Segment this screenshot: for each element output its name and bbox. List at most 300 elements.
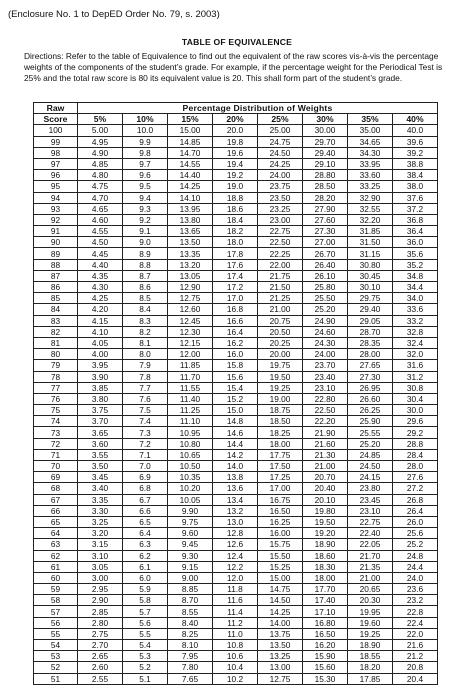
weight-value-cell: 16.80 [303,617,348,628]
weight-value-cell: 19.6 [213,147,258,158]
table-row [34,572,438,583]
weight-value-cell: 32.4 [393,337,438,348]
weight-value-cell: 7.80 [168,662,213,673]
weight-value-cell: 30.0 [393,405,438,416]
table-row [34,539,438,550]
weight-value-cell: 5.8 [123,595,168,606]
weight-value-cell: 24.60 [303,326,348,337]
weight-value-cell: 20.75 [258,315,303,326]
weight-value-cell: 8.55 [168,606,213,617]
weight-value-cell: 32.90 [348,192,393,203]
weight-value-cell: 6.5 [123,516,168,527]
weight-value-cell: 23.70 [303,360,348,371]
weight-value-cell: 15.2 [213,393,258,404]
weight-value-cell: 18.25 [258,427,303,438]
weight-value-cell: 14.4 [213,438,258,449]
weight-value-cell: 19.0 [213,181,258,192]
weight-value-cell: 13.2 [213,505,258,516]
weight-value-cell: 5.3 [123,651,168,662]
weight-value-cell: 34.30 [348,147,393,158]
weight-value-cell: 31.15 [348,248,393,259]
table-row [34,203,438,214]
table-row [34,584,438,595]
table-row [34,528,438,539]
weight-value-cell: 8.6 [123,282,168,293]
weight-value-cell: 28.20 [303,192,348,203]
raw-score-cell: 62 [34,550,78,561]
weight-value-cell: 27.60 [303,214,348,225]
raw-header-top: Raw [34,103,78,114]
weight-value-cell: 24.4 [393,561,438,572]
weight-value-cell: 17.0 [213,293,258,304]
weight-value-cell: 30.8 [393,382,438,393]
weight-value-cell: 18.2 [213,226,258,237]
table-row [34,181,438,192]
weight-value-cell: 12.8 [213,528,258,539]
table-row [34,662,438,673]
weight-value-cell: 26.70 [303,248,348,259]
weight-value-cell: 9.8 [123,147,168,158]
weight-value-cell: 15.00 [168,125,213,136]
weight-value-cell: 19.25 [348,628,393,639]
weight-value-cell: 21.60 [303,438,348,449]
weight-value-cell: 10.2 [213,673,258,684]
weight-value-cell: 13.80 [168,214,213,225]
weight-value-cell: 10.0 [123,125,168,136]
weight-value-cell: 29.10 [303,158,348,169]
table-row [34,595,438,606]
weight-value-cell: 38.0 [393,181,438,192]
weight-value-cell: 3.35 [78,494,123,505]
weight-value-cell: 28.0 [393,461,438,472]
weight-value-cell: 8.10 [168,640,213,651]
weight-value-cell: 18.90 [303,539,348,550]
weight-value-cell: 14.50 [258,595,303,606]
weight-value-cell: 29.6 [393,416,438,427]
weight-value-cell: 25.2 [393,539,438,550]
weight-value-cell: 32.55 [348,203,393,214]
weight-value-cell: 28.4 [393,449,438,460]
raw-score-cell: 97 [34,158,78,169]
weight-value-cell: 4.05 [78,337,123,348]
weight-value-cell: 10.05 [168,494,213,505]
weight-value-cell: 26.8 [393,494,438,505]
weight-value-cell: 11.4 [213,606,258,617]
weight-value-cell: 30.00 [303,125,348,136]
weight-value-cell: 26.40 [303,259,348,270]
weight-value-cell: 24.8 [393,550,438,561]
weight-value-cell: 24.00 [303,349,348,360]
raw-score-cell: 63 [34,539,78,550]
weight-value-cell: 17.25 [258,472,303,483]
weight-value-cell: 19.60 [348,617,393,628]
weight-value-cell: 14.75 [258,584,303,595]
column-header: 15% [168,114,213,125]
weight-value-cell: 13.4 [213,494,258,505]
table-row [34,628,438,639]
raw-score-cell: 74 [34,416,78,427]
weight-value-cell: 10.20 [168,483,213,494]
table-row [34,282,438,293]
weight-value-cell: 3.75 [78,405,123,416]
raw-score-cell: 61 [34,561,78,572]
weight-value-cell: 21.90 [303,427,348,438]
weight-value-cell: 13.6 [213,483,258,494]
weight-value-cell: 17.50 [258,461,303,472]
weight-value-cell: 6.0 [123,572,168,583]
weight-value-cell: 14.00 [258,617,303,628]
weight-value-cell: 39.2 [393,147,438,158]
weight-value-cell: 3.55 [78,449,123,460]
table-row [34,293,438,304]
weight-value-cell: 6.7 [123,494,168,505]
table-row [34,371,438,382]
weight-value-cell: 11.55 [168,382,213,393]
weight-value-cell: 7.7 [123,382,168,393]
weight-value-cell: 12.75 [168,293,213,304]
table-row [34,125,438,136]
weight-value-cell: 12.0 [213,572,258,583]
weight-value-cell: 23.2 [393,595,438,606]
weight-value-cell: 38.4 [393,170,438,181]
weight-value-cell: 11.6 [213,595,258,606]
table-row [34,483,438,494]
weight-value-cell: 23.6 [393,584,438,595]
weight-value-cell: 19.4 [213,158,258,169]
weight-value-cell: 9.7 [123,158,168,169]
weight-value-cell: 36.0 [393,237,438,248]
weight-value-cell: 13.35 [168,248,213,259]
table-row [34,651,438,662]
weight-value-cell: 25.50 [303,293,348,304]
weight-value-cell: 24.15 [348,472,393,483]
weight-value-cell: 14.8 [213,416,258,427]
weight-value-cell: 14.25 [258,606,303,617]
weight-value-cell: 24.50 [258,147,303,158]
weight-value-cell: 23.40 [303,371,348,382]
weight-value-cell: 19.00 [258,393,303,404]
weight-value-cell: 19.50 [258,371,303,382]
weight-value-cell: 25.90 [348,416,393,427]
weight-value-cell: 16.50 [258,505,303,516]
weight-value-cell: 4.95 [78,136,123,147]
weight-value-cell: 18.20 [348,662,393,673]
weight-value-cell: 40.0 [393,125,438,136]
weight-value-cell: 3.05 [78,561,123,572]
table-row [34,248,438,259]
weight-value-cell: 8.0 [123,349,168,360]
weight-value-cell: 23.50 [258,192,303,203]
weight-value-cell: 2.75 [78,628,123,639]
weight-value-cell: 28.00 [348,349,393,360]
weight-value-cell: 30.4 [393,393,438,404]
weight-value-cell: 20.4 [393,673,438,684]
weight-value-cell: 10.80 [168,438,213,449]
weight-value-cell: 8.70 [168,595,213,606]
weight-value-cell: 3.25 [78,516,123,527]
weight-value-cell: 26.60 [348,393,393,404]
weight-value-cell: 5.9 [123,584,168,595]
weight-value-cell: 9.2 [123,214,168,225]
weight-value-cell: 3.50 [78,461,123,472]
column-header: 5% [78,114,123,125]
weight-value-cell: 18.90 [348,640,393,651]
weight-value-cell: 16.6 [213,315,258,326]
column-header: 35% [348,114,393,125]
weight-value-cell: 22.80 [303,393,348,404]
raw-score-cell: 100 [34,125,78,136]
weight-value-cell: 7.1 [123,449,168,460]
table-row [34,214,438,225]
weight-value-cell: 7.8 [123,371,168,382]
weight-value-cell: 3.95 [78,360,123,371]
weight-value-cell: 17.8 [213,248,258,259]
weight-value-cell: 13.8 [213,472,258,483]
weight-value-cell: 9.5 [123,181,168,192]
weight-value-cell: 21.00 [258,304,303,315]
weight-value-cell: 25.6 [393,528,438,539]
weight-value-cell: 4.70 [78,192,123,203]
weight-value-cell: 10.50 [168,461,213,472]
weight-value-cell: 3.90 [78,371,123,382]
table-row [34,405,438,416]
weight-value-cell: 13.05 [168,270,213,281]
weight-value-cell: 12.75 [258,673,303,684]
weight-value-cell: 12.30 [168,326,213,337]
column-header: 20% [213,114,258,125]
table-row [34,472,438,483]
weight-value-cell: 9.6 [123,170,168,181]
raw-score-cell: 68 [34,483,78,494]
weight-value-cell: 27.65 [348,360,393,371]
weight-value-cell: 18.60 [303,550,348,561]
weight-value-cell: 18.75 [258,405,303,416]
weight-value-cell: 4.85 [78,158,123,169]
table-row [34,449,438,460]
weight-value-cell: 12.60 [168,304,213,315]
weight-value-cell: 14.85 [168,136,213,147]
table-row [34,315,438,326]
weight-value-cell: 15.90 [303,651,348,662]
weight-value-cell: 15.0 [213,405,258,416]
weight-value-cell: 19.8 [213,136,258,147]
raw-score-cell: 73 [34,427,78,438]
weight-value-cell: 31.85 [348,226,393,237]
weight-value-cell: 13.75 [258,628,303,639]
weight-value-cell: 3.00 [78,572,123,583]
raw-score-cell: 72 [34,438,78,449]
weight-value-cell: 16.50 [303,628,348,639]
weight-value-cell: 2.65 [78,651,123,662]
weight-value-cell: 24.30 [303,337,348,348]
weight-value-cell: 20.25 [258,337,303,348]
weight-value-cell: 18.0 [213,237,258,248]
weight-value-cell: 4.45 [78,248,123,259]
weight-value-cell: 21.2 [393,651,438,662]
weight-value-cell: 3.85 [78,382,123,393]
weight-value-cell: 12.45 [168,315,213,326]
table-row [34,494,438,505]
weight-value-cell: 3.20 [78,528,123,539]
raw-score-cell: 86 [34,282,78,293]
table-row [34,349,438,360]
weight-value-cell: 22.50 [303,405,348,416]
table-row [34,237,438,248]
table-row [34,226,438,237]
weight-value-cell: 4.60 [78,214,123,225]
weight-value-cell: 5.7 [123,606,168,617]
weight-value-cell: 7.3 [123,427,168,438]
weight-value-cell: 19.2 [213,170,258,181]
weight-value-cell: 7.5 [123,405,168,416]
weight-value-cell: 12.6 [213,539,258,550]
weight-value-cell: 22.0 [393,628,438,639]
weight-value-cell: 30.45 [348,270,393,281]
weight-value-cell: 25.55 [348,427,393,438]
weight-value-cell: 5.5 [123,628,168,639]
weight-value-cell: 29.70 [303,136,348,147]
raw-score-cell: 82 [34,326,78,337]
table-row [34,393,438,404]
raw-score-cell: 66 [34,505,78,516]
weight-value-cell: 28.35 [348,337,393,348]
weight-value-cell: 9.30 [168,550,213,561]
weight-value-cell: 8.8 [123,259,168,270]
weight-value-cell: 15.30 [303,673,348,684]
weight-value-cell: 39.6 [393,136,438,147]
column-header: 30% [303,114,348,125]
weight-value-cell: 8.7 [123,270,168,281]
weight-value-cell: 10.6 [213,651,258,662]
weight-value-cell: 19.80 [303,505,348,516]
weight-value-cell: 23.45 [348,494,393,505]
weight-value-cell: 17.4 [213,270,258,281]
weight-value-cell: 18.50 [258,416,303,427]
weight-value-cell: 24.25 [258,158,303,169]
weight-value-cell: 9.15 [168,561,213,572]
weight-value-cell: 9.9 [123,136,168,147]
weight-value-cell: 19.25 [258,382,303,393]
raw-header-bottom: Score [34,114,78,125]
weight-value-cell: 11.10 [168,416,213,427]
weight-value-cell: 34.8 [393,270,438,281]
directions-paragraph: Directions: Refer to the table of Equivalence to find out the equivalent of the raw scores vis-à-vis the percentage weights of the components of the student’s grade. For example, if the percentage weight for the Periodical Test is 25% and the total raw score is 80 its equivalent value is 20. This shall form part of the student’s grade. [24,51,443,84]
weight-value-cell: 6.9 [123,472,168,483]
weight-value-cell: 9.75 [168,516,213,527]
raw-score-cell: 77 [34,382,78,393]
weight-value-cell: 33.2 [393,315,438,326]
weight-value-cell: 5.6 [123,617,168,628]
raw-score-cell: 69 [34,472,78,483]
weight-value-cell: 28.80 [303,170,348,181]
weight-value-cell: 14.70 [168,147,213,158]
table-row [34,606,438,617]
weight-value-cell: 4.40 [78,259,123,270]
raw-score-cell: 76 [34,393,78,404]
weight-value-cell: 4.00 [78,349,123,360]
weight-value-cell: 8.2 [123,326,168,337]
weight-value-cell: 10.35 [168,472,213,483]
weight-value-cell: 11.85 [168,360,213,371]
table-row [34,170,438,181]
weight-value-cell: 21.70 [348,550,393,561]
weight-value-cell: 28.70 [348,326,393,337]
table-row [34,617,438,628]
weight-value-cell: 25.00 [258,125,303,136]
raw-score-cell: 71 [34,449,78,460]
weight-value-cell: 15.75 [258,539,303,550]
weight-value-cell: 21.6 [393,640,438,651]
weight-value-cell: 2.80 [78,617,123,628]
weight-value-cell: 5.2 [123,662,168,673]
weight-value-cell: 21.30 [303,449,348,460]
raw-score-cell: 59 [34,584,78,595]
weight-value-cell: 3.30 [78,505,123,516]
weight-value-cell: 22.8 [393,606,438,617]
weight-value-cell: 13.50 [168,237,213,248]
weight-value-cell: 19.75 [258,360,303,371]
weight-value-cell: 4.20 [78,304,123,315]
weight-value-cell: 14.10 [168,192,213,203]
weight-value-cell: 4.55 [78,226,123,237]
column-header: 10% [123,114,168,125]
weight-value-cell: 16.4 [213,326,258,337]
weight-value-cell: 15.50 [258,550,303,561]
weight-value-cell: 15.4 [213,382,258,393]
weight-value-cell: 29.40 [348,304,393,315]
weight-value-cell: 9.4 [123,192,168,203]
table-row [34,438,438,449]
raw-score-cell: 81 [34,337,78,348]
weight-value-cell: 35.00 [348,125,393,136]
raw-score-cell: 65 [34,516,78,527]
raw-score-cell: 55 [34,628,78,639]
weight-value-cell: 14.55 [168,158,213,169]
weight-value-cell: 19.50 [303,516,348,527]
weight-value-cell: 5.4 [123,640,168,651]
weight-value-cell: 6.8 [123,483,168,494]
weight-value-cell: 32.0 [393,349,438,360]
weight-value-cell: 22.20 [303,416,348,427]
weight-value-cell: 24.90 [303,315,348,326]
weight-value-cell: 26.4 [393,505,438,516]
table-row [34,304,438,315]
weight-value-cell: 27.2 [393,483,438,494]
weight-value-cell: 27.00 [303,237,348,248]
raw-score-cell: 84 [34,304,78,315]
weight-value-cell: 19.95 [348,606,393,617]
weight-value-cell: 9.0 [123,237,168,248]
table-row [34,259,438,270]
weight-value-cell: 18.00 [303,572,348,583]
table-row [34,516,438,527]
weight-value-cell: 5.1 [123,673,168,684]
weight-value-cell: 6.6 [123,505,168,516]
weight-value-cell: 8.9 [123,248,168,259]
weight-value-cell: 3.70 [78,416,123,427]
weight-value-cell: 27.30 [348,371,393,382]
weight-value-cell: 7.4 [123,416,168,427]
weight-value-cell: 33.6 [393,304,438,315]
weight-value-cell: 24.0 [393,572,438,583]
weight-value-cell: 8.40 [168,617,213,628]
raw-score-cell: 90 [34,237,78,248]
weight-value-cell: 21.50 [258,282,303,293]
weight-value-cell: 20.00 [258,349,303,360]
weight-value-cell: 20.10 [303,494,348,505]
weight-value-cell: 4.80 [78,170,123,181]
weight-value-cell: 11.70 [168,371,213,382]
